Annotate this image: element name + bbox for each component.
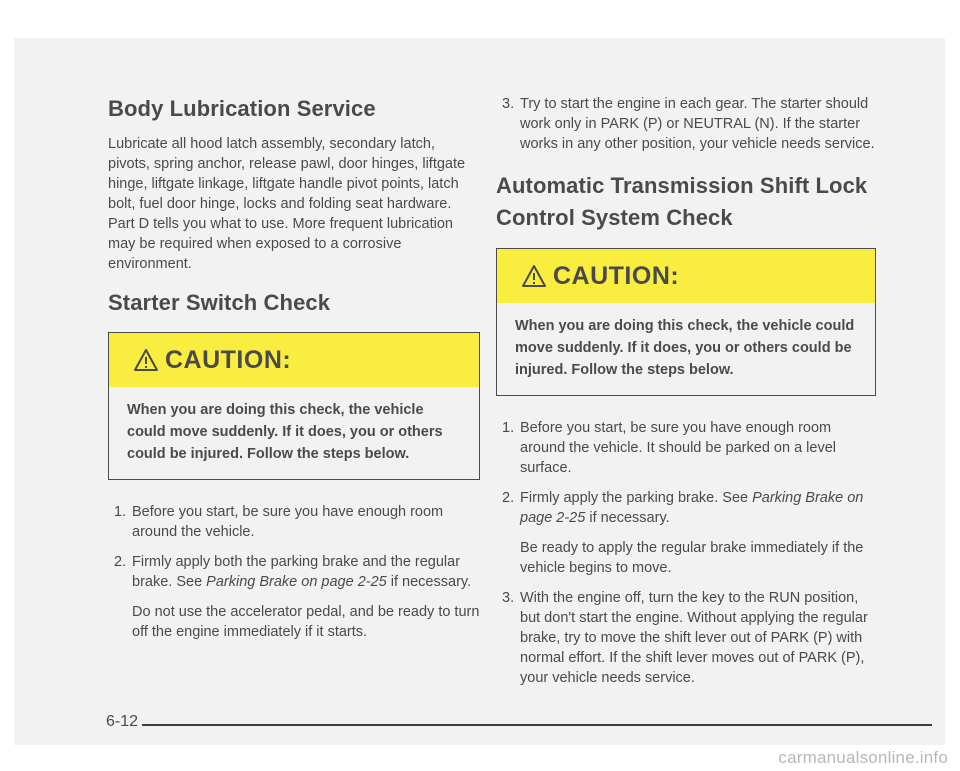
caution-box-starter: [108, 332, 480, 480]
list-item: 1. Before you start, be sure you have enough room around the vehicle. It should be parked on a level surface.: [502, 420, 836, 476]
caution-band: [497, 249, 875, 303]
step-note: Do not use the accelerator pedal, and be ready to turn off the engine immediately if it starts.: [132, 604, 480, 640]
caution-text: When you are doing this check, the vehicle could move suddenly. If it does, you or others could be injured. Follow the steps below.: [515, 318, 855, 378]
left-column: [108, 94, 480, 642]
caution-band: [109, 333, 479, 387]
caution-title: CAUTION:: [165, 345, 292, 374]
list-item: 3. With the engine off, turn the key to the RUN position, but don't start the engine. Without applying the regular brake, try to move the shift lever out of PARK (P) with normal effort. If the shift lever moves out of PARK (P), your vehicle needs service.: [502, 590, 868, 686]
caution-title: CAUTION:: [553, 261, 680, 290]
footer-rule: [142, 724, 932, 726]
step-note: Be ready to apply the regular brake immediately if the vehicle begins to move.: [520, 540, 864, 576]
warning-triangle-icon: [133, 348, 159, 372]
heading-body-lubrication: Body Lubrication Service: [108, 96, 376, 121]
shift-lock-steps-list: [496, 418, 876, 688]
lubrication-paragraph: Lubricate all hood latch assembly, secondary latch, pivots, spring anchor, release pawl, door hinges, liftgate hinge, liftgate linkage, liftgate handle pivot points, latch bolt, fuel door hinge, locks and folding seat hardware. Part D tells you what to use. More frequent lubrication may be required when exposed to a corrosive environment.: [108, 136, 466, 272]
page-reference-link: Parking Brake on page 2-25: [520, 490, 864, 526]
starter-steps-list: [108, 502, 480, 642]
list-item: 2. Firmly apply both the parking brake and the regular brake. See Parking Brake on page 2-25 if necessary. Do not use the accelerator pedal, and be ready to turn off the engine immediately if it starts.: [114, 554, 480, 640]
list-item: 2. Firmly apply the parking brake. See Parking Brake on page 2-25 if necessary. Be ready to apply the regular brake immediately if the vehicle begins to move.: [496, 488, 876, 578]
manual-page: [14, 38, 945, 745]
heading-starter-switch-check: Starter Switch Check: [108, 290, 331, 315]
list-item: 3. Try to start the engine in each gear. The starter should work only in PARK (P) or NEUTRAL (N). If the starter works in any other position, your vehicle needs service.: [502, 96, 875, 152]
caution-text: When you are doing this check, the vehicle could move suddenly. If it does, you or others could be injured. Follow the steps below.: [127, 402, 443, 462]
list-item: 1. Before you start, be sure you have enough room around the vehicle.: [114, 504, 444, 540]
page-reference-link: Parking Brake on page 2-25: [206, 574, 387, 590]
right-column: [496, 94, 876, 688]
warning-triangle-icon: [521, 264, 547, 288]
watermark: carmanualsonline.info: [778, 748, 948, 767]
caution-box-shift-lock: [496, 248, 876, 396]
heading-shift-lock-check: Automatic Transmission Shift Lock Control System Check: [496, 173, 868, 230]
starter-steps-continued: [496, 94, 876, 154]
page-number: 6-12: [106, 713, 139, 730]
